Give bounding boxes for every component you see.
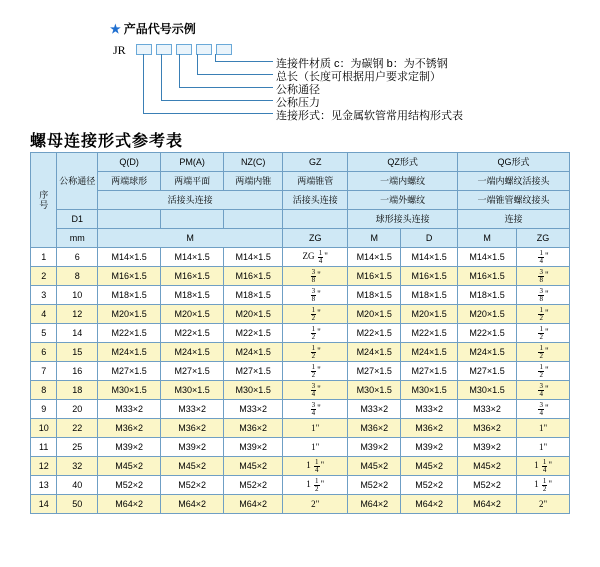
cell-qg-m: M24×1.5 bbox=[458, 343, 517, 362]
leader-line-h bbox=[215, 61, 273, 62]
legend-nominal-diameter: 公称通径 bbox=[276, 84, 320, 96]
table-row bbox=[31, 381, 570, 400]
cell-q: M16×1.5 bbox=[98, 267, 161, 286]
table-row bbox=[31, 343, 570, 362]
cell-dn: 6 bbox=[57, 248, 98, 267]
header-taper-joint-qg: 一端锥管螺纹接头 bbox=[458, 191, 570, 210]
page-title: 螺母连接形式参考表 bbox=[30, 133, 184, 150]
header-group-nz: NZ(C) bbox=[224, 153, 283, 172]
cell-pm: M20×1.5 bbox=[161, 305, 224, 324]
cell-nz: M45×2 bbox=[224, 457, 283, 476]
cell-qg-zg: $\frac{3}{4}$ " bbox=[517, 381, 570, 400]
header-d1: D1 bbox=[57, 210, 98, 229]
header-connect-qg: 连接 bbox=[458, 210, 570, 229]
cell-pm: M24×1.5 bbox=[161, 343, 224, 362]
cell-qg-zg: 1" bbox=[517, 438, 570, 457]
cell-qg-m: M18×1.5 bbox=[458, 286, 517, 305]
cell-seq: 10 bbox=[31, 419, 57, 438]
cell-dn: 40 bbox=[57, 476, 98, 495]
header-thread-m-qg: M bbox=[458, 229, 517, 248]
header-ball-joint-qz: 球形接头连接 bbox=[348, 210, 458, 229]
cell-qz-d: M18×1.5 bbox=[401, 286, 458, 305]
cell-pm: M18×1.5 bbox=[161, 286, 224, 305]
header-blank-q bbox=[98, 210, 161, 229]
code-box bbox=[136, 44, 152, 55]
cell-qg-m: M22×1.5 bbox=[458, 324, 517, 343]
header-blank-nz bbox=[224, 210, 283, 229]
cell-qz-m: M20×1.5 bbox=[348, 305, 401, 324]
table-row bbox=[31, 362, 570, 381]
leader-line-v bbox=[179, 54, 180, 87]
cell-dn: 14 bbox=[57, 324, 98, 343]
cell-gz: 1 $\frac{1}{4}$ " bbox=[283, 457, 348, 476]
legend-connection-type: 连接形式：见金属软管常用结构形式表 bbox=[276, 110, 463, 122]
cell-seq: 3 bbox=[31, 286, 57, 305]
code-box bbox=[196, 44, 212, 55]
cell-q: M52×2 bbox=[98, 476, 161, 495]
cell-qz-m: M39×2 bbox=[348, 438, 401, 457]
cell-qz-m: M24×1.5 bbox=[348, 343, 401, 362]
cell-qg-zg: $\frac{3}{8}$ " bbox=[517, 286, 570, 305]
table-header-row bbox=[31, 153, 570, 172]
header-group-gz: GZ bbox=[283, 153, 348, 172]
cell-pm: M14×1.5 bbox=[161, 248, 224, 267]
cell-qz-m: M16×1.5 bbox=[348, 267, 401, 286]
cell-nz: M64×2 bbox=[224, 495, 283, 514]
cell-gz: $\frac{1}{2}$ " bbox=[283, 305, 348, 324]
cell-qz-m: M22×1.5 bbox=[348, 324, 401, 343]
cell-seq: 2 bbox=[31, 267, 57, 286]
cell-dn: 50 bbox=[57, 495, 98, 514]
cell-qz-d: M64×2 bbox=[401, 495, 458, 514]
cell-qg-zg: $\frac{1}{2}$ " bbox=[517, 305, 570, 324]
cell-seq: 4 bbox=[31, 305, 57, 324]
leader-line-v bbox=[197, 54, 198, 74]
header-thread-m-qz: M bbox=[348, 229, 401, 248]
table-header-row bbox=[31, 191, 570, 210]
header-dn-label: 公称通径 bbox=[59, 175, 96, 186]
cell-seq: 7 bbox=[31, 362, 57, 381]
cell-gz: ZG $\frac{1}{4}$ " bbox=[283, 248, 348, 267]
cell-seq: 9 bbox=[31, 400, 57, 419]
code-box bbox=[216, 44, 232, 55]
leader-line-v bbox=[161, 54, 162, 100]
cell-dn: 10 bbox=[57, 286, 98, 305]
cell-qz-m: M33×2 bbox=[348, 400, 401, 419]
cell-qz-m: M36×2 bbox=[348, 419, 401, 438]
cell-pm: M33×2 bbox=[161, 400, 224, 419]
cell-qz-d: M14×1.5 bbox=[401, 248, 458, 267]
cell-seq: 13 bbox=[31, 476, 57, 495]
cell-nz: M16×1.5 bbox=[224, 267, 283, 286]
cell-qg-zg: $\frac{3}{8}$ " bbox=[517, 267, 570, 286]
cell-gz: 2" bbox=[283, 495, 348, 514]
cell-qz-m: M30×1.5 bbox=[348, 381, 401, 400]
leader-line-v bbox=[143, 54, 144, 113]
cell-qg-m: M14×1.5 bbox=[458, 248, 517, 267]
table-row bbox=[31, 286, 570, 305]
cell-q: M24×1.5 bbox=[98, 343, 161, 362]
cell-nz: M52×2 bbox=[224, 476, 283, 495]
table-row bbox=[31, 400, 570, 419]
cell-pm: M39×2 bbox=[161, 438, 224, 457]
cell-qg-zg: $\frac{3}{4}$ " bbox=[517, 400, 570, 419]
cell-qg-zg: $\frac{1}{2}$ " bbox=[517, 343, 570, 362]
cell-qg-m: M64×2 bbox=[458, 495, 517, 514]
cell-q: M39×2 bbox=[98, 438, 161, 457]
cell-seq: 1 bbox=[31, 248, 57, 267]
diagram-title-text: 产品代号示例 bbox=[123, 22, 196, 36]
cell-dn: 25 bbox=[57, 438, 98, 457]
table-row bbox=[31, 267, 570, 286]
cell-nz: M18×1.5 bbox=[224, 286, 283, 305]
cell-qg-m: M52×2 bbox=[458, 476, 517, 495]
header-thread-d-qz: D bbox=[401, 229, 458, 248]
legend-material: 连接件材质 c：为碳钢 b：为不锈钢 bbox=[276, 58, 448, 70]
leader-line-v bbox=[215, 54, 216, 61]
cell-nz: M36×2 bbox=[224, 419, 283, 438]
cell-qg-m: M36×2 bbox=[458, 419, 517, 438]
header-group-pm: PM(A) bbox=[161, 153, 224, 172]
code-box bbox=[156, 44, 172, 55]
cell-seq: 5 bbox=[31, 324, 57, 343]
cell-dn: 15 bbox=[57, 343, 98, 362]
cell-q: M22×1.5 bbox=[98, 324, 161, 343]
table-header-row bbox=[31, 172, 570, 191]
cell-q: M33×2 bbox=[98, 400, 161, 419]
cell-q: M20×1.5 bbox=[98, 305, 161, 324]
header-unit-mm: mm bbox=[57, 229, 98, 248]
cell-gz: $\frac{1}{2}$ " bbox=[283, 343, 348, 362]
cell-qz-d: M45×2 bbox=[401, 457, 458, 476]
cell-qz-d: M24×1.5 bbox=[401, 343, 458, 362]
cell-q: M27×1.5 bbox=[98, 362, 161, 381]
cell-seq: 14 bbox=[31, 495, 57, 514]
cell-q: M45×2 bbox=[98, 457, 161, 476]
cell-gz: $\frac{3}{4}$ " bbox=[283, 400, 348, 419]
header-seq bbox=[31, 153, 57, 248]
cell-qg-m: M20×1.5 bbox=[458, 305, 517, 324]
cell-qg-m: M30×1.5 bbox=[458, 381, 517, 400]
cell-qz-m: M64×2 bbox=[348, 495, 401, 514]
cell-dn: 8 bbox=[57, 267, 98, 286]
cell-dn: 22 bbox=[57, 419, 98, 438]
cell-pm: M16×1.5 bbox=[161, 267, 224, 286]
cell-qz-d: M20×1.5 bbox=[401, 305, 458, 324]
cell-qz-d: M16×1.5 bbox=[401, 267, 458, 286]
header-thread-m-left: M bbox=[98, 229, 283, 248]
cell-qz-m: M14×1.5 bbox=[348, 248, 401, 267]
table-body bbox=[31, 248, 570, 514]
cell-gz: 1" bbox=[283, 438, 348, 457]
cell-q: M36×2 bbox=[98, 419, 161, 438]
cell-pm: M36×2 bbox=[161, 419, 224, 438]
spec-table-wrap bbox=[30, 152, 570, 514]
star-icon: ★ bbox=[110, 22, 121, 36]
header-blank-gz bbox=[283, 210, 348, 229]
cell-qz-m: M52×2 bbox=[348, 476, 401, 495]
table-row bbox=[31, 419, 570, 438]
cell-qz-d: M52×2 bbox=[401, 476, 458, 495]
cell-nz: M30×1.5 bbox=[224, 381, 283, 400]
legend-total-length: 总长（长度可根据用户要求定制） bbox=[276, 71, 441, 83]
cell-nz: M33×2 bbox=[224, 400, 283, 419]
header-union-left: 活接头连接 bbox=[98, 191, 283, 210]
cell-qg-m: M27×1.5 bbox=[458, 362, 517, 381]
header-sub-q: 两端球形 bbox=[98, 172, 161, 191]
cell-qg-m: M33×2 bbox=[458, 400, 517, 419]
cell-dn: 20 bbox=[57, 400, 98, 419]
cell-nz: M27×1.5 bbox=[224, 362, 283, 381]
cell-qg-zg: 2" bbox=[517, 495, 570, 514]
cell-pm: M30×1.5 bbox=[161, 381, 224, 400]
cell-q: M18×1.5 bbox=[98, 286, 161, 305]
cell-gz: $\frac{3}{8}$ " bbox=[283, 286, 348, 305]
cell-qg-m: M16×1.5 bbox=[458, 267, 517, 286]
cell-gz: $\frac{1}{2}$ " bbox=[283, 362, 348, 381]
cell-dn: 16 bbox=[57, 362, 98, 381]
header-thread-zg-gz: ZG bbox=[283, 229, 348, 248]
cell-qg-zg: $\frac{1}{4}$ " bbox=[517, 248, 570, 267]
cell-qz-d: M36×2 bbox=[401, 419, 458, 438]
cell-qz-d: M39×2 bbox=[401, 438, 458, 457]
cell-qg-m: M45×2 bbox=[458, 457, 517, 476]
cell-qz-d: M27×1.5 bbox=[401, 362, 458, 381]
cell-dn: 18 bbox=[57, 381, 98, 400]
cell-q: M64×2 bbox=[98, 495, 161, 514]
cell-dn: 32 bbox=[57, 457, 98, 476]
cell-gz: $\frac{1}{2}$ " bbox=[283, 324, 348, 343]
cell-nz: M24×1.5 bbox=[224, 343, 283, 362]
cell-qg-zg: 1" bbox=[517, 419, 570, 438]
code-prefix: JR bbox=[113, 43, 126, 57]
leader-line-h bbox=[143, 113, 273, 114]
table-row bbox=[31, 305, 570, 324]
table-row bbox=[31, 476, 570, 495]
header-group-qz: QZ形式 bbox=[348, 153, 458, 172]
cell-qg-zg: 1 $\frac{1}{4}$ " bbox=[517, 457, 570, 476]
cell-gz: $\frac{3}{4}$ " bbox=[283, 381, 348, 400]
header-thread-zg-qg: ZG bbox=[517, 229, 570, 248]
nut-connection-spec-table bbox=[30, 152, 570, 514]
table-row bbox=[31, 324, 570, 343]
table-header-row bbox=[31, 210, 570, 229]
cell-dn: 12 bbox=[57, 305, 98, 324]
header-sub-qz: 一端内螺纹 bbox=[348, 172, 458, 191]
header-sub-qg: 一端内螺纹活接头 bbox=[458, 172, 570, 191]
cell-pm: M22×1.5 bbox=[161, 324, 224, 343]
cell-qz-d: M22×1.5 bbox=[401, 324, 458, 343]
leader-line-h bbox=[179, 87, 273, 88]
header-sub-pm: 两端平面 bbox=[161, 172, 224, 191]
cell-qz-d: M33×2 bbox=[401, 400, 458, 419]
diagram-title bbox=[110, 20, 196, 37]
code-box-group bbox=[136, 44, 232, 55]
cell-qg-zg: 1 $\frac{1}{2}$ " bbox=[517, 476, 570, 495]
cell-qz-m: M27×1.5 bbox=[348, 362, 401, 381]
cell-nz: M39×2 bbox=[224, 438, 283, 457]
cell-gz: $\frac{3}{8}$ " bbox=[283, 267, 348, 286]
table-row bbox=[31, 248, 570, 267]
header-sub-nz: 两端内锥 bbox=[224, 172, 283, 191]
cell-qz-d: M30×1.5 bbox=[401, 381, 458, 400]
table-row bbox=[31, 457, 570, 476]
header-blank-pm bbox=[161, 210, 224, 229]
header-dn bbox=[57, 153, 98, 210]
cell-pm: M27×1.5 bbox=[161, 362, 224, 381]
header-ext-thread-qz: 一端外螺纹 bbox=[348, 191, 458, 210]
leader-line-h bbox=[161, 100, 273, 101]
cell-qg-zg: $\frac{1}{2}$ " bbox=[517, 324, 570, 343]
table-row bbox=[31, 495, 570, 514]
cell-pm: M45×2 bbox=[161, 457, 224, 476]
cell-gz: 1" bbox=[283, 419, 348, 438]
table-row bbox=[31, 438, 570, 457]
cell-nz: M14×1.5 bbox=[224, 248, 283, 267]
cell-seq: 11 bbox=[31, 438, 57, 457]
leader-line-h bbox=[197, 74, 273, 75]
cell-qz-m: M45×2 bbox=[348, 457, 401, 476]
cell-nz: M20×1.5 bbox=[224, 305, 283, 324]
cell-q: M14×1.5 bbox=[98, 248, 161, 267]
cell-q: M30×1.5 bbox=[98, 381, 161, 400]
cell-qg-m: M39×2 bbox=[458, 438, 517, 457]
header-group-q: Q(D) bbox=[98, 153, 161, 172]
header-union-gz: 活接头连接 bbox=[283, 191, 348, 210]
cell-gz: 1 $\frac{1}{2}$ " bbox=[283, 476, 348, 495]
cell-seq: 12 bbox=[31, 457, 57, 476]
product-code-diagram bbox=[0, 0, 600, 128]
cell-nz: M22×1.5 bbox=[224, 324, 283, 343]
cell-seq: 6 bbox=[31, 343, 57, 362]
table-header-row bbox=[31, 229, 570, 248]
legend-nominal-pressure: 公称压力 bbox=[276, 97, 320, 109]
cell-pm: M52×2 bbox=[161, 476, 224, 495]
header-seq-label: 序 号 bbox=[39, 189, 49, 210]
header-group-qg: QG形式 bbox=[458, 153, 570, 172]
header-sub-gz: 两端锥管 bbox=[283, 172, 348, 191]
cell-qg-zg: $\frac{1}{2}$ " bbox=[517, 362, 570, 381]
cell-pm: M64×2 bbox=[161, 495, 224, 514]
cell-seq: 8 bbox=[31, 381, 57, 400]
cell-qz-m: M18×1.5 bbox=[348, 286, 401, 305]
